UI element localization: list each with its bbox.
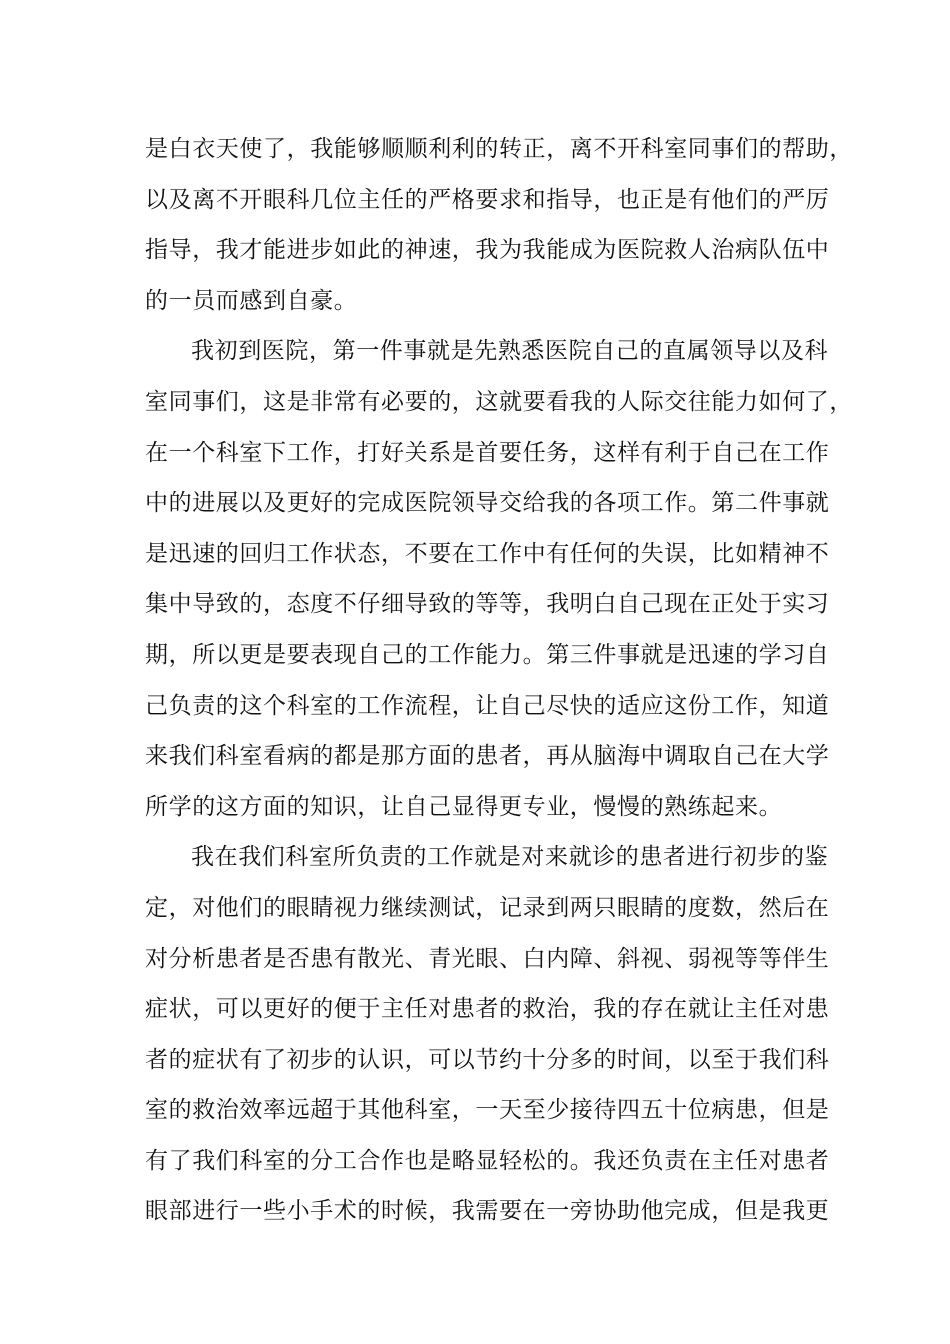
paragraph-3-line-3: 对分析患者是否患有散光、青光眼、白内障、斜视、弱视等等伴生 bbox=[145, 945, 830, 972]
paragraph-3-line-2: 定，对他们的眼睛视力继续测试，记录到两只眼睛的度数，然后在 bbox=[145, 894, 830, 921]
paragraph-2-line-1: 我初到医院，第一件事就是先熟悉医院自己的直属领导以及科 bbox=[191, 338, 829, 365]
paragraph-3-line-7: 有了我们科室的分工合作也是略显轻松的。我还负责在主任对患者 bbox=[145, 1147, 830, 1174]
paragraph-3-line-1: 我在我们科室所负责的工作就是对来就诊的患者进行初步的鉴 bbox=[191, 844, 829, 871]
paragraph-3-line-8: 眼部进行一些小手术的时候，我需要在一旁协助他完成，但是我更 bbox=[145, 1198, 830, 1225]
paragraph-3-line-5: 者的症状有了初步的认识，可以节约十分多的时间，以至于我们科 bbox=[145, 1046, 830, 1073]
paragraph-2-line-6: 集中导致的，态度不仔细导致的等等，我明白自己现在正处于实习 bbox=[145, 591, 830, 618]
paragraph-2-line-5: 是迅速的回归工作状态，不要在工作中有任何的失误，比如精神不 bbox=[145, 540, 830, 567]
paragraph-3-line-6: 室的救治效率远超于其他科室，一天至少接待四五十位病患，但是 bbox=[145, 1097, 830, 1124]
paragraph-2-line-4: 中的进展以及更好的完成医院领导交给我的各项工作。第二件事就 bbox=[145, 490, 830, 517]
paragraph-1-line-4: 的一员而感到自豪。 bbox=[145, 287, 358, 314]
paragraph-1-line-1: 是白衣天使了，我能够顺顺利利的转正，离不开科室同事们的帮助， bbox=[145, 136, 853, 162]
paragraph-3-line-4: 症状，可以更好的便于主任对患者的救治，我的存在就让主任对患 bbox=[145, 996, 830, 1023]
paragraph-2-line-2: 室同事们，这是非常有必要的，这就要看我的人际交往能力如何了， bbox=[145, 388, 853, 415]
paragraph-2-line-8: 己负责的这个科室的工作流程，让自己尽快的适应这份工作，知道 bbox=[145, 692, 830, 719]
paragraph-2-line-3: 在一个科室下工作，打好关系是首要任务，这样有利于自己在工作 bbox=[145, 439, 830, 466]
paragraph-2-line-7: 期，所以更是要表现自己的工作能力。第三件事就是迅速的学习自 bbox=[145, 641, 830, 668]
paragraph-2-line-9: 来我们科室看病的都是那方面的患者，再从脑海中调取自己在大学 bbox=[145, 743, 830, 770]
document-body bbox=[145, 124, 853, 1237]
paragraph-1-line-3: 指导，我才能进步如此的神速，我为我能成为医院救人治病队伍中 bbox=[145, 237, 830, 264]
paragraph-1-line-2: 以及离不开眼科几位主任的严格要求和指导，也正是有他们的严厉 bbox=[145, 186, 830, 213]
paragraph-2-line-10: 所学的这方面的知识，让自己显得更专业，慢慢的熟练起来。 bbox=[145, 793, 783, 820]
